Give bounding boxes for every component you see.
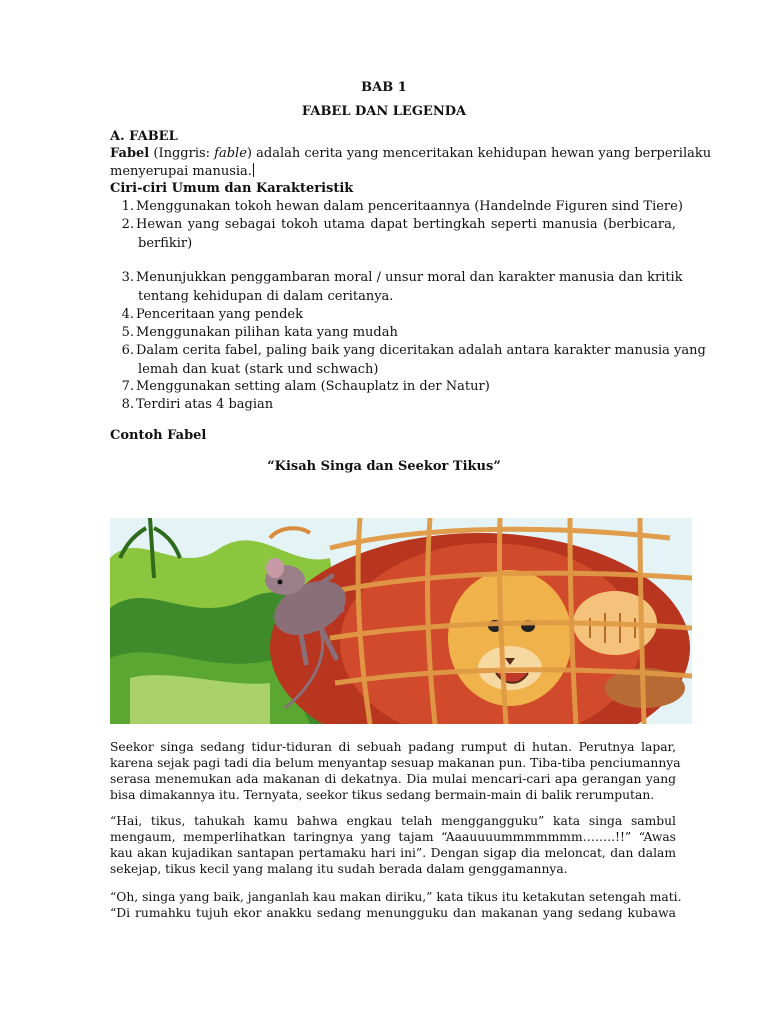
paragraph-line: Seekor singa sedang tidur-tiduran di sebuah padang rumput di hutan. Perutnya lapar, — [110, 740, 676, 754]
list-number: 7. — [121, 379, 134, 394]
list-number: 6. — [121, 343, 134, 358]
text-cursor — [253, 163, 254, 177]
paragraph-line: sekejap, tikus kecil yang malang itu sudah berada dalam genggamannya. — [110, 862, 568, 876]
chapter-title: FABEL DAN LEGENDA — [301, 104, 467, 119]
list-text: Menggunakan tokoh hewan dalam penceritaannya (Handelnde Figuren sind Tiere) — [136, 199, 683, 214]
paragraph-line: kau akan kujadikan santapan pertamaku hari ini”. Dengan sigap dia meloncat, dan dalam — [110, 846, 676, 860]
definition-continuation: menyerupai manusia. — [110, 164, 252, 179]
list-text: Menggunakan setting alam (Schauplatz in der Natur) — [136, 379, 490, 394]
list-number: 8. — [121, 397, 134, 412]
paragraph-line: “Di rumahku tujuh ekor anakku sedang menungguku dan makanan yang sedang kubawa — [110, 906, 676, 920]
list-text-continuation: tentang kehidupan di dalam ceritanya. — [138, 289, 394, 304]
definition-line-1 — [110, 146, 712, 161]
lion-mouse-illustration — [110, 518, 692, 724]
definition-term: Fabel — [110, 146, 150, 161]
list-text-continuation: lemah dan kuat (stark und schwach) — [138, 362, 379, 377]
paragraph-line: “Oh, singa yang baik, janganlah kau makan diriku,” kata tikus itu ketakutan setengah mati. — [110, 890, 682, 904]
list-text: Penceritaan yang pendek — [136, 307, 304, 322]
definition-paren: (Inggris: — [149, 146, 215, 161]
list-number: 2. — [121, 217, 134, 232]
example-heading: Contoh Fabel — [110, 428, 207, 443]
list-number: 5. — [121, 325, 134, 340]
definition-italic-word: fable — [214, 146, 247, 161]
list-text: Menunjukkan penggambaran moral / unsur moral dan karakter manusia dan kritik — [136, 270, 683, 285]
list-text: Menggunakan pilihan kata yang mudah — [136, 325, 398, 340]
list-text: Terdiri atas 4 bagian — [136, 397, 274, 412]
story-illustration — [110, 518, 692, 724]
section-heading: A. FABEL — [110, 129, 178, 144]
list-text: Dalam cerita fabel, paling baik yang diceritakan adalah antara karakter manusia yang — [136, 343, 706, 358]
definition-line-2 — [110, 163, 676, 179]
paragraph-line: karena sejak pagi tadi dia belum menyantap sesuap makanan pun. Tiba-tiba penciumannya — [110, 756, 681, 770]
paragraph-line: bisa dimakannya itu. Ternyata, seekor tikus sedang bermain-main di balik rerumputan. — [110, 788, 655, 802]
paragraph-line: mengaum, memperlihatkan taringnya yang tajam “Aaauuuummmmmmm……..!!” “Awas — [110, 830, 676, 844]
chapter-label: BAB 1 — [361, 80, 407, 95]
definition-rest: ) adalah cerita yang menceritakan kehidupan hewan yang berperilaku — [246, 146, 712, 161]
list-text-continuation: berfikir) — [138, 236, 193, 251]
paragraph-line: serasa menemukan ada makanan di dekatnya. Dia mulai mencari-cari apa gerangan yang — [110, 772, 676, 786]
paragraph-line: “Hai, tikus, tahukah kamu bahwa engkau telah menggangguku” kata singa sambul — [110, 814, 676, 828]
list-number: 1. — [121, 199, 134, 214]
list-number: 4. — [121, 307, 134, 322]
list-number: 3. — [121, 270, 134, 285]
story-title: “Kisah Singa dan Seekor Tikus” — [267, 459, 501, 474]
list-text: Hewan yang sebagai tokoh utama dapat bertingkah seperti manusia (berbicara, — [136, 217, 676, 232]
characteristics-heading: Ciri-ciri Umum dan Karakteristik — [110, 181, 354, 196]
